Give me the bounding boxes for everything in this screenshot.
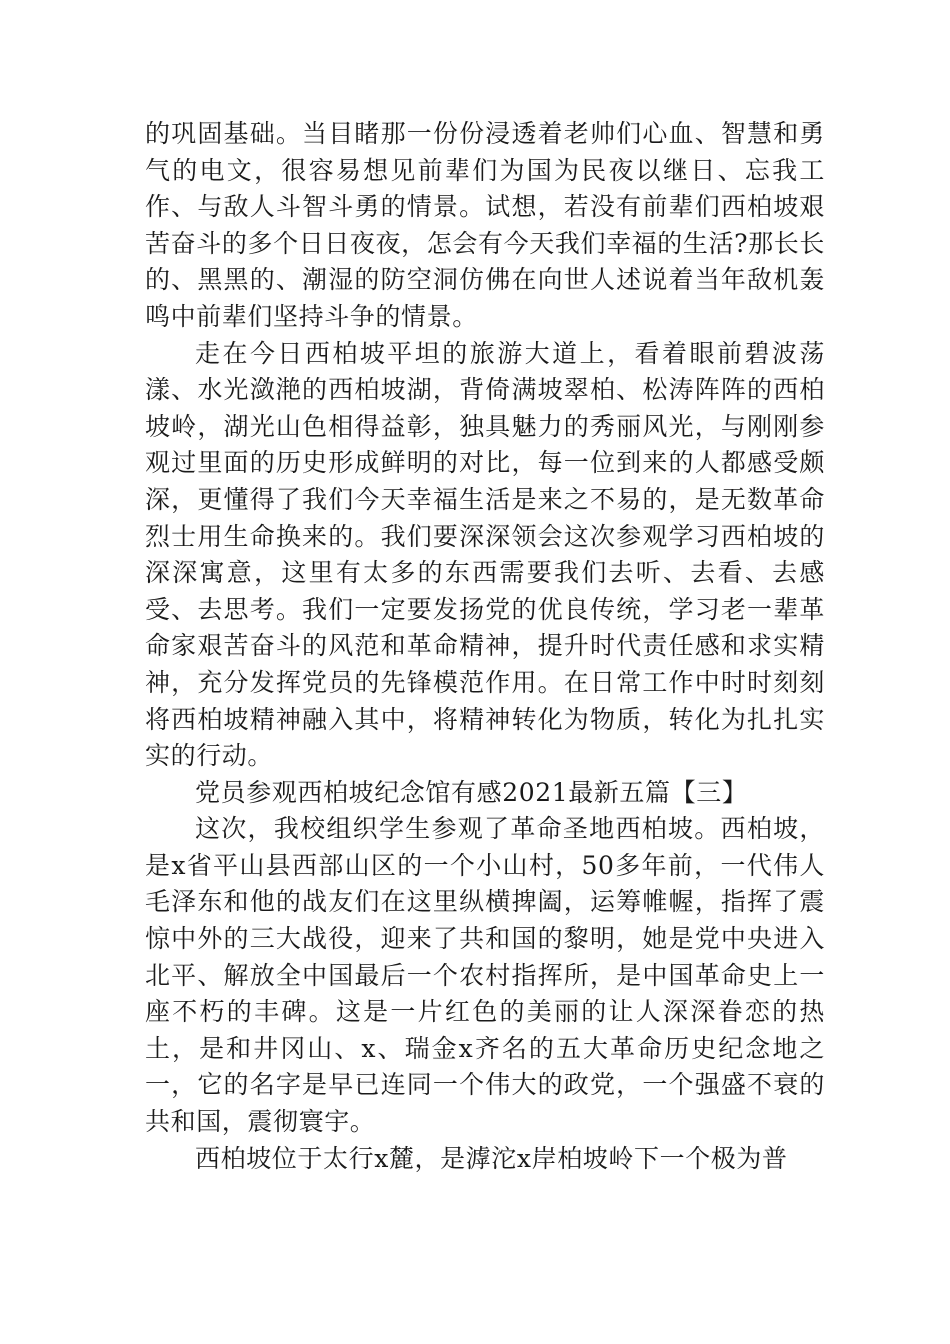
section-heading: 党员参观西柏坡纪念馆有感2021最新五篇【三】	[195, 777, 748, 807]
paragraph-continuation: 的巩固基础。当目睹那一份份浸透着老帅们心血、智慧和勇气的电文，很容易想见前辈们为国为民夜以继日、忘我工作、与敌人斗智斗勇的情景。试想，若没有前辈们西柏坡艰苦奋斗的多个日日夜夜，怎会有今天我们幸福的生活?那长长的、黑黑的、潮湿的防空洞仿佛在向世人述说着当年敌机轰鸣中前辈们坚持斗争的情景。	[145, 119, 825, 331]
paragraph-school-visit: 这次，我校组织学生参观了革命圣地西柏坡。西柏坡，是x省平山县西部山区的一个小山村，50多年前，一代伟人毛泽东和他的战友们在这里纵横捭阖，运筹帷幄，指挥了震惊中外的三大战役，迎来了共和国的黎明，她是党中央进入北平、解放全中国最后一个农村指挥所，是中国革命史上一座不朽的丰碑。这是一片红色的美丽的让人深深眷恋的热土，是和井冈山、x、瑞金x齐名的五大革命历史纪念地之一，它的名字是早已连同一个伟大的政党，一个强盛不衰的共和国，震彻寰宇。	[145, 814, 825, 1137]
document-body	[145, 116, 825, 1177]
paragraph-location: 西柏坡位于太行x麓，是滹沱x岸柏坡岭下一个极为普	[195, 1143, 788, 1173]
paragraph-walking-on-road: 走在今日西柏坡平坦的旅游大道上，看着眼前碧波荡漾、水光潋滟的西柏坡湖，背倚满坡翠柏、松涛阵阵的西柏坡岭，湖光山色相得益彰，独具魅力的秀丽风光，与刚刚参观过里面的历史形成鲜明的对比，每一位到来的人都感受颇深，更懂得了我们今天幸福生活是来之不易的，是无数革命烈士用生命换来的。我们要深深领会这次参观学习西柏坡的深深寓意，这里有太多的东西需要我们去听、去看、去感受、去思考。我们一定要发扬党的优良传统，学习老一辈革命家艰苦奋斗的风范和革命精神，提升时代责任感和求实精神，充分发挥党员的先锋模范作用。在日常工作中时时刻刻将西柏坡精神融入其中，将精神转化为物质，转化为扎扎实实的行动。	[145, 338, 825, 771]
